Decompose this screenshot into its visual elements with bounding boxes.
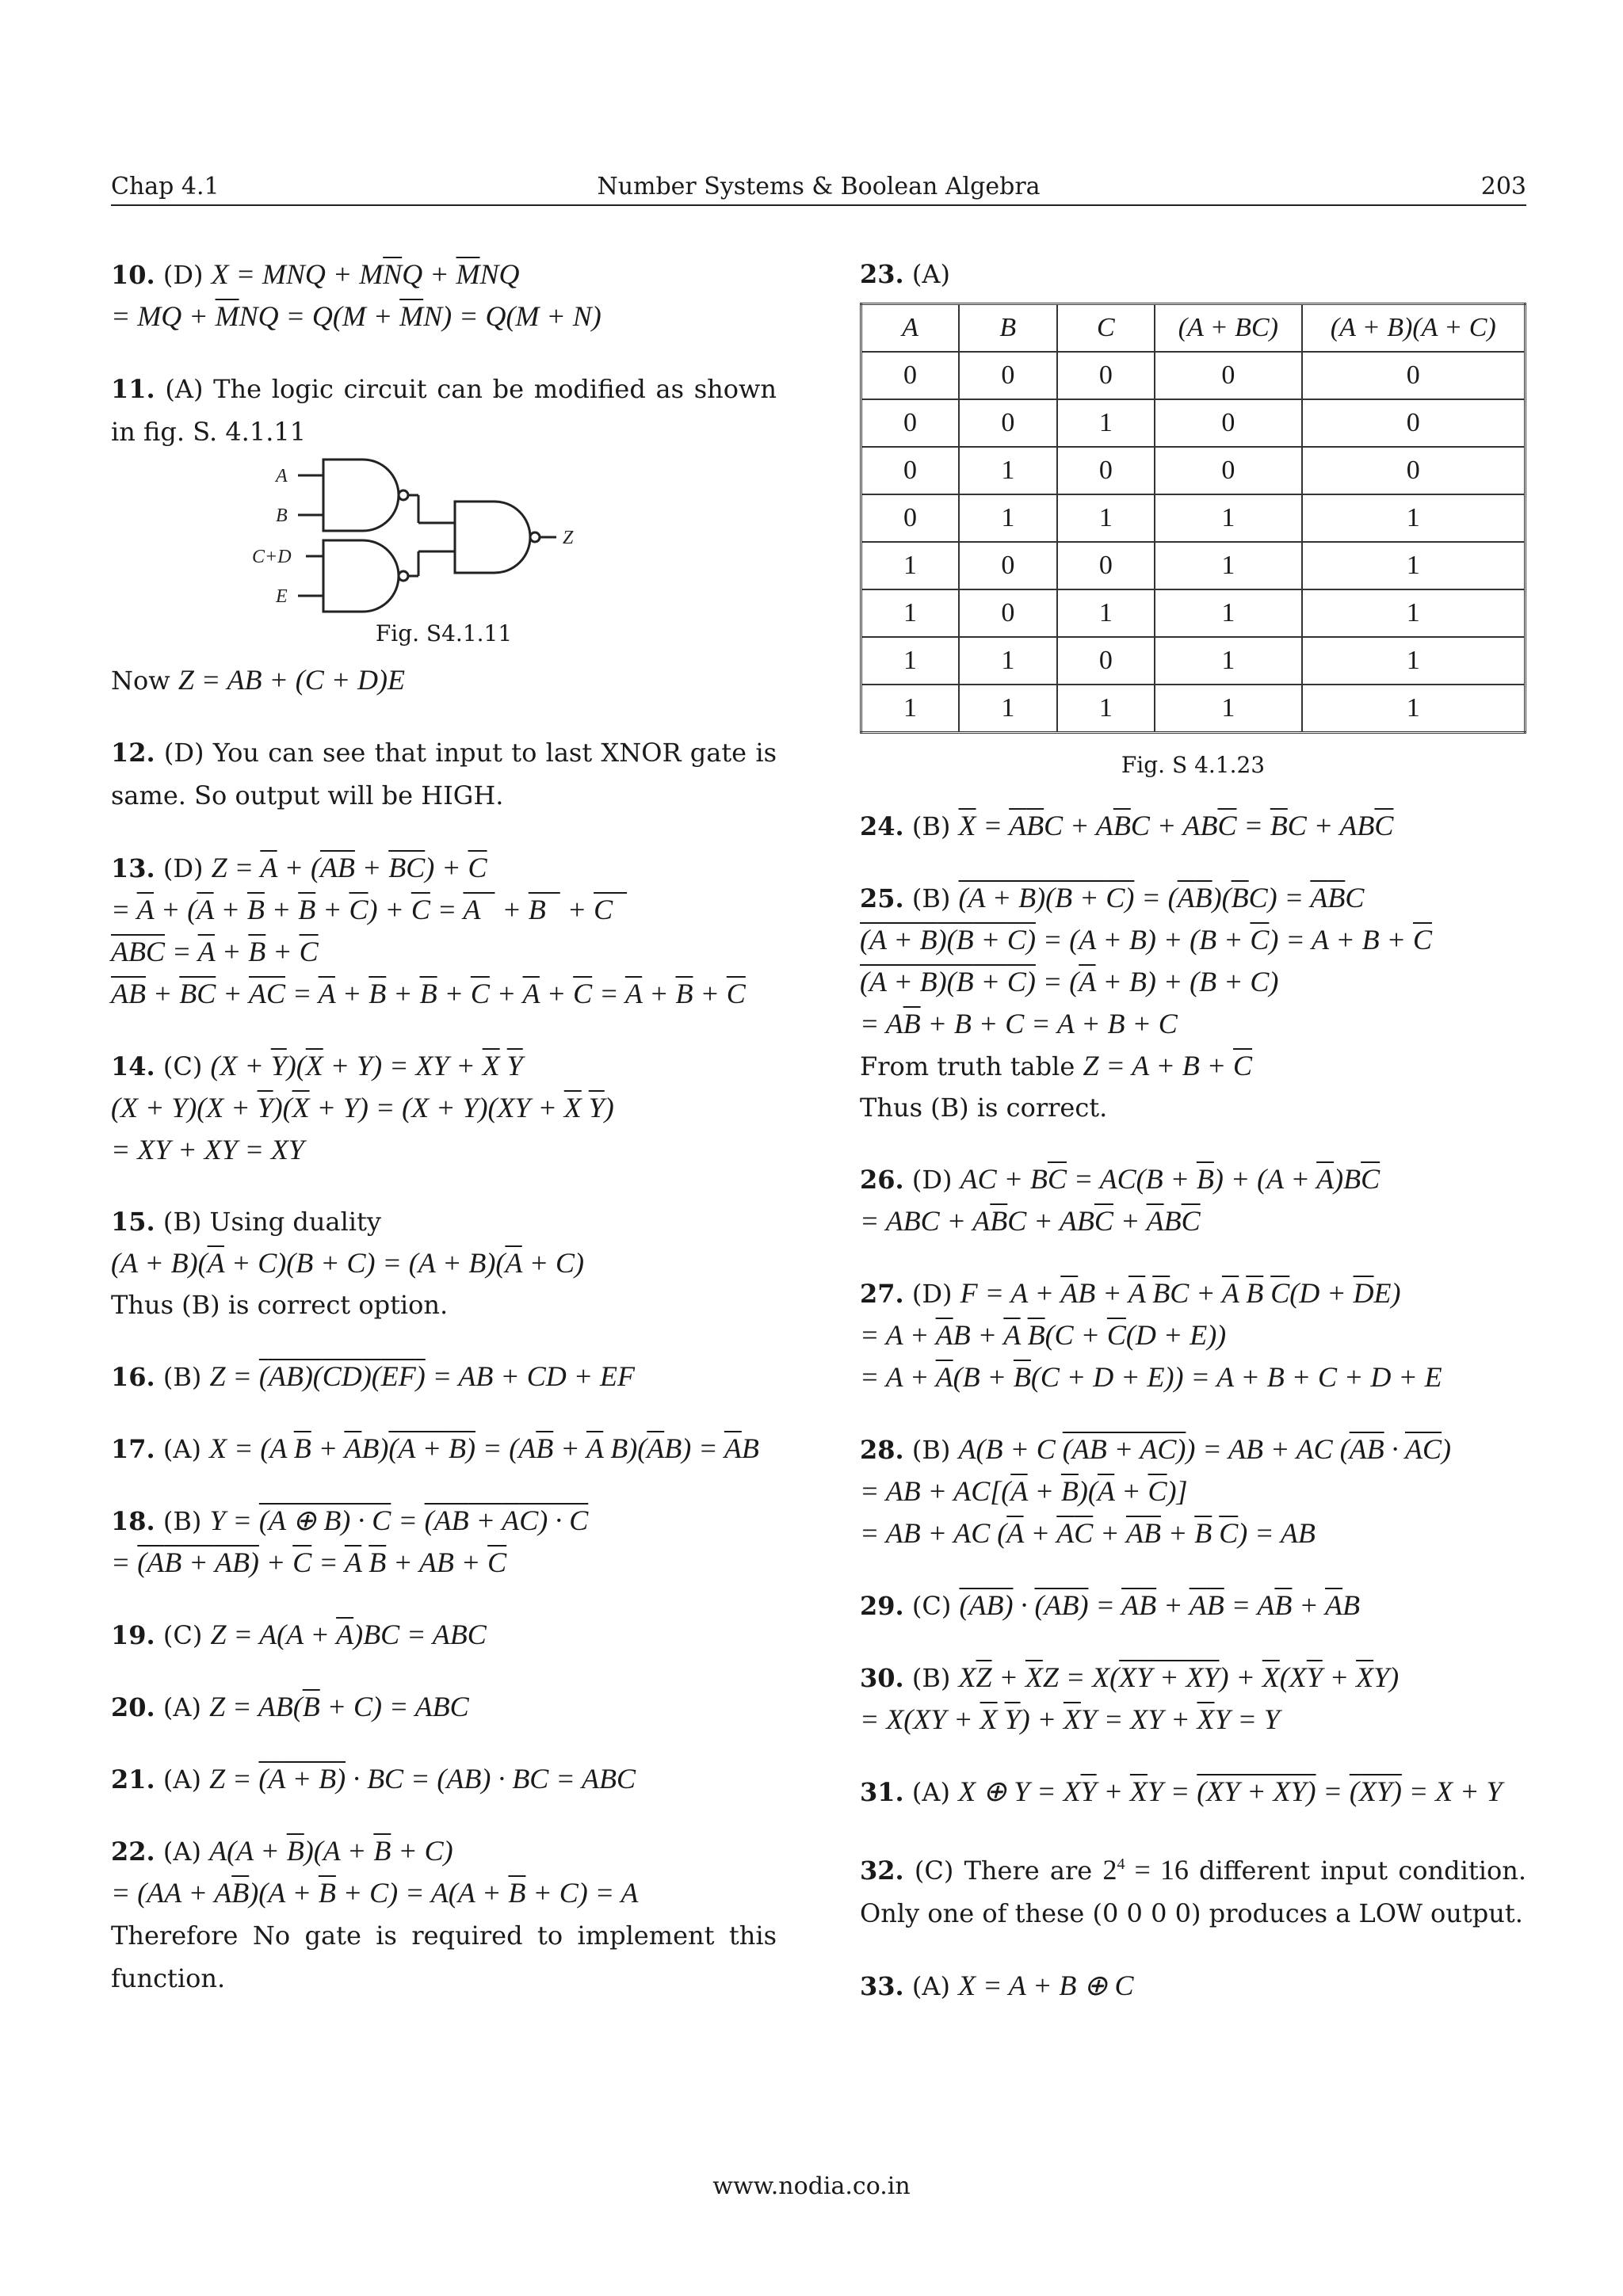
table-cell: 1 <box>1155 637 1301 685</box>
equation: $(X + \overline{Y})(\overline{X} + Y)$ = XY + $\overline{X}$ $\overline{Y}$ <box>210 1050 523 1081</box>
table-cell: 0 <box>959 589 1057 637</box>
equation: $(A + B)(\overline{A} + C)(B + C) = (A + B)(\overline{A} + C)$ <box>111 1247 585 1279</box>
truth-table-header-cell: (A + B)(A + C) <box>1302 304 1526 353</box>
solution-22 <box>111 1830 777 2000</box>
solution-text: The logic circuit can be modified as shown in fig. S. 4.1.11 <box>111 374 777 447</box>
question-number: 21. <box>111 1764 155 1794</box>
equation: AC + $B\overline{C} = AC(B + \overline{B}) + (A + \overline{A})B\overline{C}$ <box>960 1163 1381 1195</box>
solution-text: You can see that input to last XNOR gate is same. So output will be HIGH. <box>111 738 777 810</box>
conclusion-text: Therefore No gate is required to implement this function. <box>111 1920 777 1993</box>
solution-text: Using duality <box>209 1207 381 1237</box>
question-number: 16. <box>111 1362 155 1392</box>
table-cell: 0 <box>861 494 960 542</box>
figure-caption: Fig. S 4.1.23 <box>1121 752 1266 778</box>
solution-10 <box>111 254 777 338</box>
answer-option: (C) <box>162 1051 203 1081</box>
question-number: 22. <box>111 1836 155 1867</box>
answer-option: (A) <box>165 374 204 404</box>
table-cell: 1 <box>861 637 960 685</box>
answer-option: (B) <box>162 1362 202 1392</box>
logic-circuit-diagram <box>252 458 585 616</box>
answer-option: (B) <box>162 1207 202 1237</box>
equation: $X\overline{Z} + \overline{X}Z = X(XY + XY) + \overline{X}(X\overline{Y} + \overline{X}Y)$ <box>958 1661 1400 1693</box>
table-cell: 1 <box>861 542 960 589</box>
answer-option: (A) <box>162 1434 201 1464</box>
question-number: 11. <box>111 374 155 404</box>
table-cell: 1 <box>861 685 960 733</box>
equation: = $A + \overline{A}(B + \overline{B}(C + D + E)) = A + B + C + D + E$ <box>860 1361 1442 1393</box>
table-cell: 1 <box>1302 637 1526 685</box>
solution-14 <box>111 1045 777 1171</box>
truth-table-header-cell: C <box>1057 304 1155 353</box>
equation: = $X(XY + \overline{X}$ $\overline{Y}) + \overline{X}Y$ = XY + $\overline{X}Y = Y$ <box>860 1703 1280 1735</box>
solution-11 <box>111 368 777 701</box>
table-cell: 0 <box>1155 447 1301 494</box>
truth-table-header <box>861 304 1526 353</box>
table-row <box>861 352 1526 399</box>
question-number: 27. <box>860 1279 904 1309</box>
equation: = MQ + $\overline{M}NQ = Q(M + \overline{M}N) = Q(M + N)$ <box>111 300 601 332</box>
page-header <box>111 173 1526 206</box>
equation: = AB + AC ($\overline{A} + \overline{A}\overline{C} + \overline{A}\overline{B} + \overline{B}$ $\overline{C}$) = AB <box>860 1517 1316 1549</box>
equation: = $(AB + AB) + \overline{C} = \overline{A}$ $\overline{B}$ + AB + $\overline{C}$ <box>111 1547 507 1578</box>
solution-25 <box>860 877 1526 1128</box>
table-cell: 0 <box>1057 637 1155 685</box>
solution-text: different input condition. Only one of these (0 0 0 0) produces a LOW output. <box>860 1855 1527 1928</box>
question-number: 33. <box>860 1971 904 2001</box>
equation: = XY + XY = XY <box>111 1134 304 1165</box>
question-number: 29. <box>860 1591 904 1621</box>
page-number: 203 <box>1480 173 1526 200</box>
table-cell: 1 <box>959 494 1057 542</box>
question-number: 32. <box>860 1855 904 1886</box>
table-cell: 0 <box>1057 447 1155 494</box>
equation: X = MNQ + $M\overline{N}Q + \overline{M}NQ$ <box>211 258 520 290</box>
solution-31 <box>860 1771 1526 1813</box>
solution-33 <box>860 1965 1526 2007</box>
equation: = $A + \overline{A}B + \overline{A}$ $\overline{B}(C + \overline{C}(D + E))$ <box>860 1319 1227 1351</box>
equation: (AB) · (AB) = AB + AB = $A\overline{B} + \overline{A}B$ <box>959 1589 1361 1621</box>
equation: X = (A $\overline{B} + \overline{A}B)(A + B) = (A\overline{B} + \overline{A}$ $B)(\overline{A}B) = \overline{A}B$ <box>209 1432 759 1464</box>
running-title: Number Systems & Boolean Algebra <box>597 173 1041 200</box>
equation: $\overline{ABC} = \overline{A} + \overline{B} + \overline{C}$ <box>111 936 319 967</box>
equation: Z = (AB)(CD)(EF) = AB + CD + EF <box>209 1360 635 1392</box>
table-row <box>861 399 1526 447</box>
question-number: 24. <box>860 811 904 841</box>
equation: = $A\overline{B} + B + C = A + B + C$ <box>860 1008 1178 1039</box>
truth-table <box>860 303 1526 734</box>
question-number: 13. <box>111 853 155 883</box>
answer-option: (A) <box>162 1692 201 1722</box>
table-cell: 1 <box>1057 494 1155 542</box>
equation: X ⊕ $Y = X\overline{Y} + \overline{X}Y = (XY + XY) = (XY) = X + Y$ <box>958 1775 1503 1807</box>
question-number: 17. <box>111 1434 155 1464</box>
footer-url: www.nodia.co.in <box>712 2172 911 2200</box>
equation: Z = AB + (C + D)E <box>178 664 406 696</box>
solution-16 <box>111 1356 777 1398</box>
table-cell: 1 <box>1155 589 1301 637</box>
equation: = $(AA + A\overline{B})(A + \overline{B} + C) = A(A + \overline{B} + C) = A$ <box>111 1877 639 1909</box>
table-row <box>861 494 1526 542</box>
table-row <box>861 685 1526 733</box>
table-cell: 1 <box>1057 685 1155 733</box>
equation: Z = (A + B) · BC = (AB) · BC = ABC <box>209 1763 636 1794</box>
table-cell: 0 <box>1057 352 1155 399</box>
table-cell: 0 <box>959 542 1057 589</box>
equation: $Z = A(A + \overline{A})BC$ = ABC <box>210 1619 487 1650</box>
equation: $Z = A + B + \overline{C}$ <box>1083 1050 1253 1081</box>
input-label-e: E <box>276 586 288 607</box>
answer-option: (C) <box>911 1591 952 1621</box>
equation: A(B + C (AB + AC)) = AB + AC $(\overline{AB} \cdot \overline{AC})$ <box>958 1433 1451 1465</box>
table-cell: 1 <box>1057 589 1155 637</box>
solution-12 <box>111 731 777 817</box>
equation: = ABC + $A\overline{B}C + AB\overline{C} + \overline{A}B\overline{C}$ <box>860 1205 1201 1237</box>
table-row <box>861 637 1526 685</box>
table-cell: 1 <box>1155 542 1301 589</box>
solution-29 <box>860 1585 1526 1627</box>
solution-30 <box>860 1657 1526 1741</box>
answer-option: (D) <box>162 260 204 290</box>
equation: = $\overline{A} + (\overline{A} + \overline{B} + \overline{B} + \overline{C}) + \overline{C} = A + B + C$ <box>111 894 628 925</box>
question-number: 30. <box>860 1663 904 1693</box>
table-cell: 1 <box>959 637 1057 685</box>
solution-27 <box>860 1272 1526 1398</box>
question-number: 28. <box>860 1435 904 1465</box>
answer-option: (C) <box>162 1620 203 1650</box>
answer-option: (C) <box>914 1855 954 1886</box>
truth-table-header-cell: B <box>959 304 1057 353</box>
question-number: 10. <box>111 260 155 290</box>
answer-option: (D) <box>911 1165 953 1195</box>
equation: X = A + B ⊕ C <box>958 1970 1134 2001</box>
output-label-z: Z <box>563 528 574 548</box>
question-number: 14. <box>111 1051 155 1081</box>
chapter-label: Chap 4.1 <box>111 173 220 200</box>
solution-26 <box>860 1158 1526 1242</box>
conclusion-text: Thus (B) is correct option. <box>111 1290 449 1320</box>
table-cell: 0 <box>1057 542 1155 589</box>
equation: $A(A + \overline{B})(A + \overline{B} + C)$ <box>209 1835 453 1867</box>
table-cell: 1 <box>959 447 1057 494</box>
solution-20 <box>111 1686 777 1728</box>
input-label-cd: C+D <box>252 547 292 567</box>
truth-table-header-cell: A <box>861 304 960 353</box>
table-cell: 0 <box>959 352 1057 399</box>
solution-text: Now <box>111 666 178 696</box>
solution-32 <box>860 1843 1526 1935</box>
equation: $Z = AB(\overline{B} + C)$ = ABC <box>209 1691 469 1722</box>
table-cell: 1 <box>1302 685 1526 733</box>
table-cell: 1 <box>1302 494 1526 542</box>
table-cell: 0 <box>1302 352 1526 399</box>
answer-option: (A) <box>911 1971 950 2001</box>
question-number: 20. <box>111 1692 155 1722</box>
answer-option: (D) <box>163 738 204 768</box>
table-cell: 1 <box>1155 685 1301 733</box>
solution-text: From truth table <box>860 1051 1083 1081</box>
equation: $F = A + \overline{A}B + \overline{A}$ $\overline{B}C + \overline{A}$ $\overline{B}$ $\overline{C}(D + \overline{D}E)$ <box>960 1277 1401 1309</box>
table-cell: 0 <box>861 447 960 494</box>
solution-13 <box>111 847 777 1015</box>
answer-option: (B) <box>911 883 951 913</box>
answer-option: (B) <box>911 1663 951 1693</box>
equation: $\overline{X} = \overline{A}\overline{B}C + A\overline{B}C + AB\overline{C} = \overline{B}C + AB\overline{C}$ <box>958 810 1394 841</box>
table-cell: 1 <box>1155 494 1301 542</box>
figure-caption: Fig. S4.1.11 <box>375 620 513 646</box>
question-number: 31. <box>860 1777 904 1807</box>
answer-option: (B) <box>911 1435 951 1465</box>
table-row <box>861 447 1526 494</box>
table-cell: 0 <box>1302 399 1526 447</box>
right-column <box>860 254 1526 2037</box>
table-cell: 0 <box>959 399 1057 447</box>
left-column <box>111 254 777 2030</box>
equation: $Z = \overline{A} + (\overline{AB} + \overline{BC}) + \overline{C}$ <box>211 852 487 883</box>
table-cell: 1 <box>1302 589 1526 637</box>
table-cell: 0 <box>1155 399 1301 447</box>
solution-28 <box>860 1428 1526 1554</box>
question-number: 26. <box>860 1165 904 1195</box>
answer-option: (A) <box>162 1836 201 1867</box>
equation: = AB + $AC[(\overline{A} + \overline{B})(\overline{A} + \overline{C})]$ <box>860 1475 1188 1507</box>
solution-19 <box>111 1614 777 1656</box>
question-number: 12. <box>111 738 155 768</box>
equation: $(A + B)(B + C) = (\overline{A}\overline{B})(\overline{B}C) = \overline{A}\overline{B}C$ <box>958 882 1365 913</box>
table-cell: 0 <box>861 399 960 447</box>
equation: Y = (A ⊕ B) · C = (AB + AC) · C <box>209 1505 589 1536</box>
solution-text: There are <box>964 1855 1103 1886</box>
equation: $(A + B)(B + C) = (A + B) + (B + \overline{C}) = A + B + \overline{C}$ <box>860 924 1432 955</box>
solution-15 <box>111 1201 777 1325</box>
solution-24 <box>860 805 1526 847</box>
equation: $(X + Y)(X + \overline{Y})(\overline{X} + Y) = (X + Y)(XY + \overline{X}$ $\overline{Y}$) <box>111 1092 614 1123</box>
table-cell: 1 <box>1057 399 1155 447</box>
solution-17 <box>111 1428 777 1470</box>
table-cell: 1 <box>861 589 960 637</box>
answer-option: (D) <box>162 853 204 883</box>
solution-21 <box>111 1758 777 1800</box>
table-row <box>861 589 1526 637</box>
solution-23 <box>860 254 1526 781</box>
answer-option: (D) <box>911 1279 953 1309</box>
answer-option: (B) <box>911 811 951 841</box>
answer-option: (A) <box>911 1777 950 1807</box>
question-number: 18. <box>111 1506 155 1536</box>
equation: $2^4 = 16$ <box>1102 1854 1189 1886</box>
table-cell: 1 <box>1302 542 1526 589</box>
solution-18 <box>111 1500 777 1584</box>
answer-option: (A) <box>911 259 950 289</box>
answer-option: (B) <box>162 1506 202 1536</box>
conclusion-text: Thus (B) is correct. <box>860 1093 1108 1123</box>
truth-table-header-cell: (A + BC) <box>1155 304 1301 353</box>
table-row <box>861 542 1526 589</box>
input-label-b: B <box>276 505 288 526</box>
question-number: 25. <box>860 883 904 913</box>
table-cell: 0 <box>1155 352 1301 399</box>
equation: $\overline{AB} + \overline{BC} + \overline{AC} = \overline{A} + \overline{B} + \overline{B} + \overline{C} + \overline{A} + \overline{C} = \overline{A} + \overline{B} + \overline{C}$ <box>111 978 746 1009</box>
equation: $(A + B)(B + C) = (\overline{A} + B) + (B + C)$ <box>860 966 1279 997</box>
answer-option: (A) <box>162 1764 201 1794</box>
table-cell: 0 <box>1302 447 1526 494</box>
table-cell: 0 <box>861 352 960 399</box>
question-number: 15. <box>111 1207 155 1237</box>
input-label-a: A <box>276 466 288 486</box>
question-number: 19. <box>111 1620 155 1650</box>
table-cell: 1 <box>959 685 1057 733</box>
question-number: 23. <box>860 259 904 289</box>
